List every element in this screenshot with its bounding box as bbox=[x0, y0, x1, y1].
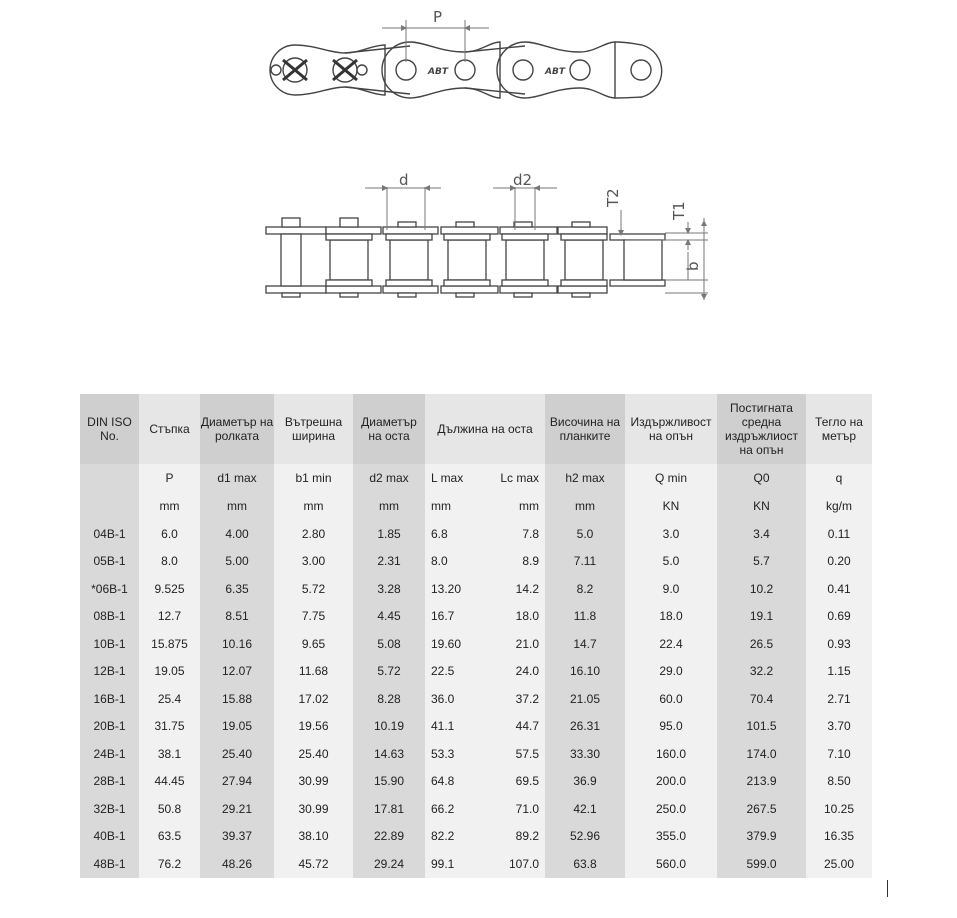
unit-row-cell bbox=[80, 492, 139, 520]
table-row-cell: 48.26 bbox=[200, 850, 274, 878]
symbol-row-cell: L max bbox=[425, 464, 484, 492]
table-row-cell: 355.0 bbox=[625, 823, 717, 851]
table-row bbox=[80, 768, 872, 796]
brand-mark: ABT bbox=[428, 67, 448, 77]
symbol-row-cell: Lc max bbox=[484, 464, 545, 492]
table-row-cell: 7.11 bbox=[545, 548, 625, 576]
table-row bbox=[80, 740, 872, 768]
header-row bbox=[80, 394, 872, 464]
table-row-cell: 08B-1 bbox=[80, 603, 139, 631]
table-row-cell: 0.69 bbox=[806, 603, 872, 631]
header-pin-length: Дължина на оста bbox=[425, 394, 545, 464]
header-pitch: Стъпка bbox=[139, 394, 200, 464]
b-label: b bbox=[684, 261, 702, 271]
table-row-cell: 37.2 bbox=[484, 685, 545, 713]
table-row-cell: 5.72 bbox=[274, 575, 353, 603]
table-row bbox=[80, 575, 872, 603]
table-row-cell: 17.02 bbox=[274, 685, 353, 713]
table-row-cell: 2.31 bbox=[353, 548, 425, 576]
table-row bbox=[80, 658, 872, 686]
table-row-cell: 6.0 bbox=[139, 520, 200, 548]
table-row-cell: 8.51 bbox=[200, 603, 274, 631]
table-row-cell: 41.1 bbox=[425, 713, 484, 741]
table-row-cell: 29.24 bbox=[353, 850, 425, 878]
table-row-cell: 24B-1 bbox=[80, 740, 139, 768]
unit-row bbox=[80, 492, 872, 520]
symbol-row-cell: d2 max bbox=[353, 464, 425, 492]
table-row-cell: 25.40 bbox=[274, 740, 353, 768]
brand-mark: ABT bbox=[545, 67, 565, 77]
table-row-cell: 21.05 bbox=[545, 685, 625, 713]
pin-diameter-label: d bbox=[399, 171, 409, 189]
table-row-cell: 26.5 bbox=[717, 630, 806, 658]
table-row-cell: 560.0 bbox=[625, 850, 717, 878]
table-row-cell: 69.5 bbox=[484, 768, 545, 796]
table-row-cell: 13.20 bbox=[425, 575, 484, 603]
pin-head bbox=[271, 65, 281, 75]
table-row-cell: 7.8 bbox=[484, 520, 545, 548]
table-row-cell: 04B-1 bbox=[80, 520, 139, 548]
table-row-cell: 18.0 bbox=[484, 603, 545, 631]
header-weight: Тегло на метър bbox=[806, 394, 872, 464]
table-row-cell: 18.0 bbox=[625, 603, 717, 631]
chain-side-view bbox=[266, 218, 665, 297]
table-row-cell: 1.15 bbox=[806, 658, 872, 686]
table-row-cell: 15.875 bbox=[139, 630, 200, 658]
unit-row-cell: mm bbox=[484, 492, 545, 520]
table-row-cell: 30.99 bbox=[274, 768, 353, 796]
table-row-cell: 1.85 bbox=[353, 520, 425, 548]
t1-label: T1 bbox=[670, 201, 688, 220]
header-tensile: Издържливост на опън bbox=[625, 394, 717, 464]
table-row-cell: 0.11 bbox=[806, 520, 872, 548]
header-pin-dia: Диаметър на оста bbox=[353, 394, 425, 464]
table-row bbox=[80, 850, 872, 878]
pin-head bbox=[357, 65, 367, 75]
table-row-cell: 213.9 bbox=[717, 768, 806, 796]
table-row-cell: 44.45 bbox=[139, 768, 200, 796]
table-row bbox=[80, 795, 872, 823]
table-row-cell: 52.96 bbox=[545, 823, 625, 851]
table-row-cell: 22.5 bbox=[425, 658, 484, 686]
table-row-cell: 25.40 bbox=[200, 740, 274, 768]
table-row-cell: 174.0 bbox=[717, 740, 806, 768]
pitch-dimension bbox=[382, 20, 489, 62]
table-row-cell: 42.1 bbox=[545, 795, 625, 823]
chain-technical-drawing bbox=[0, 0, 957, 390]
table-row bbox=[80, 713, 872, 741]
header-din: DIN ISO No. bbox=[80, 394, 139, 464]
table-row-cell: 26.31 bbox=[545, 713, 625, 741]
unit-row-cell: kg/m bbox=[806, 492, 872, 520]
table-row-cell: 38.1 bbox=[139, 740, 200, 768]
symbol-row-cell: Q0 bbox=[717, 464, 806, 492]
table-row-cell: 63.8 bbox=[545, 850, 625, 878]
table-row-cell: 63.5 bbox=[139, 823, 200, 851]
table-row-cell: 31.75 bbox=[139, 713, 200, 741]
table-row-cell: 3.0 bbox=[625, 520, 717, 548]
table-row-cell: *06B-1 bbox=[80, 575, 139, 603]
table-row-cell: 16B-1 bbox=[80, 685, 139, 713]
unit-row-cell: mm bbox=[200, 492, 274, 520]
table-row-cell: 8.0 bbox=[425, 548, 484, 576]
table-row-cell: 11.8 bbox=[545, 603, 625, 631]
table-row-cell: 99.1 bbox=[425, 850, 484, 878]
table-row-cell: 48B-1 bbox=[80, 850, 139, 878]
table-row-cell: 89.2 bbox=[484, 823, 545, 851]
table-row-cell: 14.2 bbox=[484, 575, 545, 603]
table-row-cell: 267.5 bbox=[717, 795, 806, 823]
table-row-cell: 5.72 bbox=[353, 658, 425, 686]
table-row-cell: 8.0 bbox=[139, 548, 200, 576]
table-row-cell: 30.99 bbox=[274, 795, 353, 823]
table-row-cell: 05B-1 bbox=[80, 548, 139, 576]
table-row-cell: 19.60 bbox=[425, 630, 484, 658]
table-row-cell: 19.05 bbox=[200, 713, 274, 741]
table-row-cell: 71.0 bbox=[484, 795, 545, 823]
table-row-cell: 70.4 bbox=[717, 685, 806, 713]
table-row-cell: 9.0 bbox=[625, 575, 717, 603]
table-row-cell: 82.2 bbox=[425, 823, 484, 851]
table-row-cell: 0.41 bbox=[806, 575, 872, 603]
unit-row-cell: mm bbox=[545, 492, 625, 520]
table-row-cell: 39.37 bbox=[200, 823, 274, 851]
table-row-cell: 8.2 bbox=[545, 575, 625, 603]
table-row-cell: 14.63 bbox=[353, 740, 425, 768]
table-row-cell: 16.35 bbox=[806, 823, 872, 851]
table-row-cell: 28B-1 bbox=[80, 768, 139, 796]
table-row-cell: 5.0 bbox=[625, 548, 717, 576]
table-row-cell: 32B-1 bbox=[80, 795, 139, 823]
text-cursor-mark bbox=[887, 880, 888, 897]
symbol-row-cell: q bbox=[806, 464, 872, 492]
table-row-cell: 6.8 bbox=[425, 520, 484, 548]
table-row-cell: 24.0 bbox=[484, 658, 545, 686]
symbol-row-cell: Q min bbox=[625, 464, 717, 492]
table-row-cell: 0.20 bbox=[806, 548, 872, 576]
table-row-cell: 25.4 bbox=[139, 685, 200, 713]
table-row-cell: 19.1 bbox=[717, 603, 806, 631]
table-row-cell: 50.8 bbox=[139, 795, 200, 823]
table-row-cell: 36.9 bbox=[545, 768, 625, 796]
pin-hole bbox=[631, 60, 651, 80]
table-row-cell: 27.94 bbox=[200, 768, 274, 796]
roller bbox=[565, 240, 603, 280]
pin-hole bbox=[513, 60, 533, 80]
table-row-cell: 57.5 bbox=[484, 740, 545, 768]
table-row-cell: 22.89 bbox=[353, 823, 425, 851]
table-row-cell: 5.08 bbox=[353, 630, 425, 658]
table-row-cell: 10.25 bbox=[806, 795, 872, 823]
table-row-cell: 3.70 bbox=[806, 713, 872, 741]
table-row-cell: 4.45 bbox=[353, 603, 425, 631]
table-row bbox=[80, 685, 872, 713]
chain-spec-table bbox=[80, 394, 872, 878]
header-roller-dia: Диаметър на ролката bbox=[200, 394, 274, 464]
table-row-cell: 599.0 bbox=[717, 850, 806, 878]
table-row-cell: 15.90 bbox=[353, 768, 425, 796]
table-row-cell: 25.00 bbox=[806, 850, 872, 878]
pin-hole bbox=[396, 60, 416, 80]
table-row-cell: 12.07 bbox=[200, 658, 274, 686]
table-row-cell: 4.00 bbox=[200, 520, 274, 548]
table-row-cell: 44.7 bbox=[484, 713, 545, 741]
header-plate-height: Височина на планките bbox=[545, 394, 625, 464]
table-row bbox=[80, 823, 872, 851]
table-row-cell: 17.81 bbox=[353, 795, 425, 823]
unit-row-cell: mm bbox=[139, 492, 200, 520]
table-row bbox=[80, 603, 872, 631]
table-row-cell: 21.0 bbox=[484, 630, 545, 658]
table-row-cell: 14.7 bbox=[545, 630, 625, 658]
unit-row-cell: mm bbox=[353, 492, 425, 520]
roller bbox=[448, 240, 486, 280]
symbol-row bbox=[80, 464, 872, 492]
table-row-cell: 8.9 bbox=[484, 548, 545, 576]
table-row-cell: 9.65 bbox=[274, 630, 353, 658]
table-row-cell: 7.75 bbox=[274, 603, 353, 631]
table-row-cell: 8.28 bbox=[353, 685, 425, 713]
table-row-cell: 379.9 bbox=[717, 823, 806, 851]
table-row-cell: 2.80 bbox=[274, 520, 353, 548]
table-row-cell: 19.56 bbox=[274, 713, 353, 741]
table-row-cell: 60.0 bbox=[625, 685, 717, 713]
roller bbox=[506, 240, 544, 280]
table-row-cell: 19.05 bbox=[139, 658, 200, 686]
table-row-cell: 0.93 bbox=[806, 630, 872, 658]
table-row-cell: 107.0 bbox=[484, 850, 545, 878]
table-row-cell: 64.8 bbox=[425, 768, 484, 796]
table-row-cell: 11.68 bbox=[274, 658, 353, 686]
table-row-cell: 7.10 bbox=[806, 740, 872, 768]
unit-row-cell: mm bbox=[425, 492, 484, 520]
table-row-cell: 2.71 bbox=[806, 685, 872, 713]
table-row-cell: 101.5 bbox=[717, 713, 806, 741]
table-row-cell: 3.4 bbox=[717, 520, 806, 548]
symbol-row-cell bbox=[80, 464, 139, 492]
table-row-cell: 12B-1 bbox=[80, 658, 139, 686]
table-row-cell: 76.2 bbox=[139, 850, 200, 878]
table-row-cell: 53.3 bbox=[425, 740, 484, 768]
roller bbox=[390, 240, 428, 280]
table-row-cell: 20B-1 bbox=[80, 713, 139, 741]
unit-row-cell: KN bbox=[717, 492, 806, 520]
table-row-cell: 5.0 bbox=[545, 520, 625, 548]
table-row-cell: 6.35 bbox=[200, 575, 274, 603]
table-row-cell: 3.28 bbox=[353, 575, 425, 603]
table-row-cell: 10.2 bbox=[717, 575, 806, 603]
table-row-cell: 10B-1 bbox=[80, 630, 139, 658]
table-row-cell: 40B-1 bbox=[80, 823, 139, 851]
table-row-cell: 95.0 bbox=[625, 713, 717, 741]
table-row-cell: 16.10 bbox=[545, 658, 625, 686]
table-row-cell: 3.00 bbox=[274, 548, 353, 576]
table-row-cell: 10.19 bbox=[353, 713, 425, 741]
table-row-cell: 29.0 bbox=[625, 658, 717, 686]
table-row-cell: 10.16 bbox=[200, 630, 274, 658]
table-row-cell: 16.7 bbox=[425, 603, 484, 631]
table-row-cell: 22.4 bbox=[625, 630, 717, 658]
symbol-row-cell: h2 max bbox=[545, 464, 625, 492]
pin-holes bbox=[271, 58, 651, 82]
table-row-cell: 5.7 bbox=[717, 548, 806, 576]
table-row-cell: 45.72 bbox=[274, 850, 353, 878]
table-row-cell: 200.0 bbox=[625, 768, 717, 796]
table-row bbox=[80, 520, 872, 548]
pin-hole bbox=[570, 60, 590, 80]
table-row-cell: 29.21 bbox=[200, 795, 274, 823]
table-row-cell: 33.30 bbox=[545, 740, 625, 768]
table-row bbox=[80, 548, 872, 576]
table-row-cell: 5.00 bbox=[200, 548, 274, 576]
unit-row-cell: mm bbox=[274, 492, 353, 520]
symbol-row-cell: P bbox=[139, 464, 200, 492]
pitch-label: P bbox=[433, 8, 443, 26]
table-row-cell: 66.2 bbox=[425, 795, 484, 823]
pin-hole bbox=[455, 60, 475, 80]
roller bbox=[624, 240, 662, 280]
header-inner-width: Вътрешна ширина bbox=[274, 394, 353, 464]
roller bbox=[330, 240, 368, 280]
table-row-cell: 160.0 bbox=[625, 740, 717, 768]
table-row-cell: 36.0 bbox=[425, 685, 484, 713]
table-row bbox=[80, 630, 872, 658]
symbol-row-cell: d1 max bbox=[200, 464, 274, 492]
t2-label: T2 bbox=[604, 188, 622, 207]
table-row-cell: 12.7 bbox=[139, 603, 200, 631]
table-row-cell: 32.2 bbox=[717, 658, 806, 686]
table-row-cell: 8.50 bbox=[806, 768, 872, 796]
roller-diameter-label: d2 bbox=[513, 171, 533, 189]
unit-row-cell: KN bbox=[625, 492, 717, 520]
table-row-cell: 9.525 bbox=[139, 575, 200, 603]
table-row-cell: 15.88 bbox=[200, 685, 274, 713]
table-row-cell: 250.0 bbox=[625, 795, 717, 823]
symbol-row-cell: b1 min bbox=[274, 464, 353, 492]
header-avg-tensile: Постигната средна издръжлиост на опън bbox=[717, 394, 806, 464]
table-row-cell: 38.10 bbox=[274, 823, 353, 851]
